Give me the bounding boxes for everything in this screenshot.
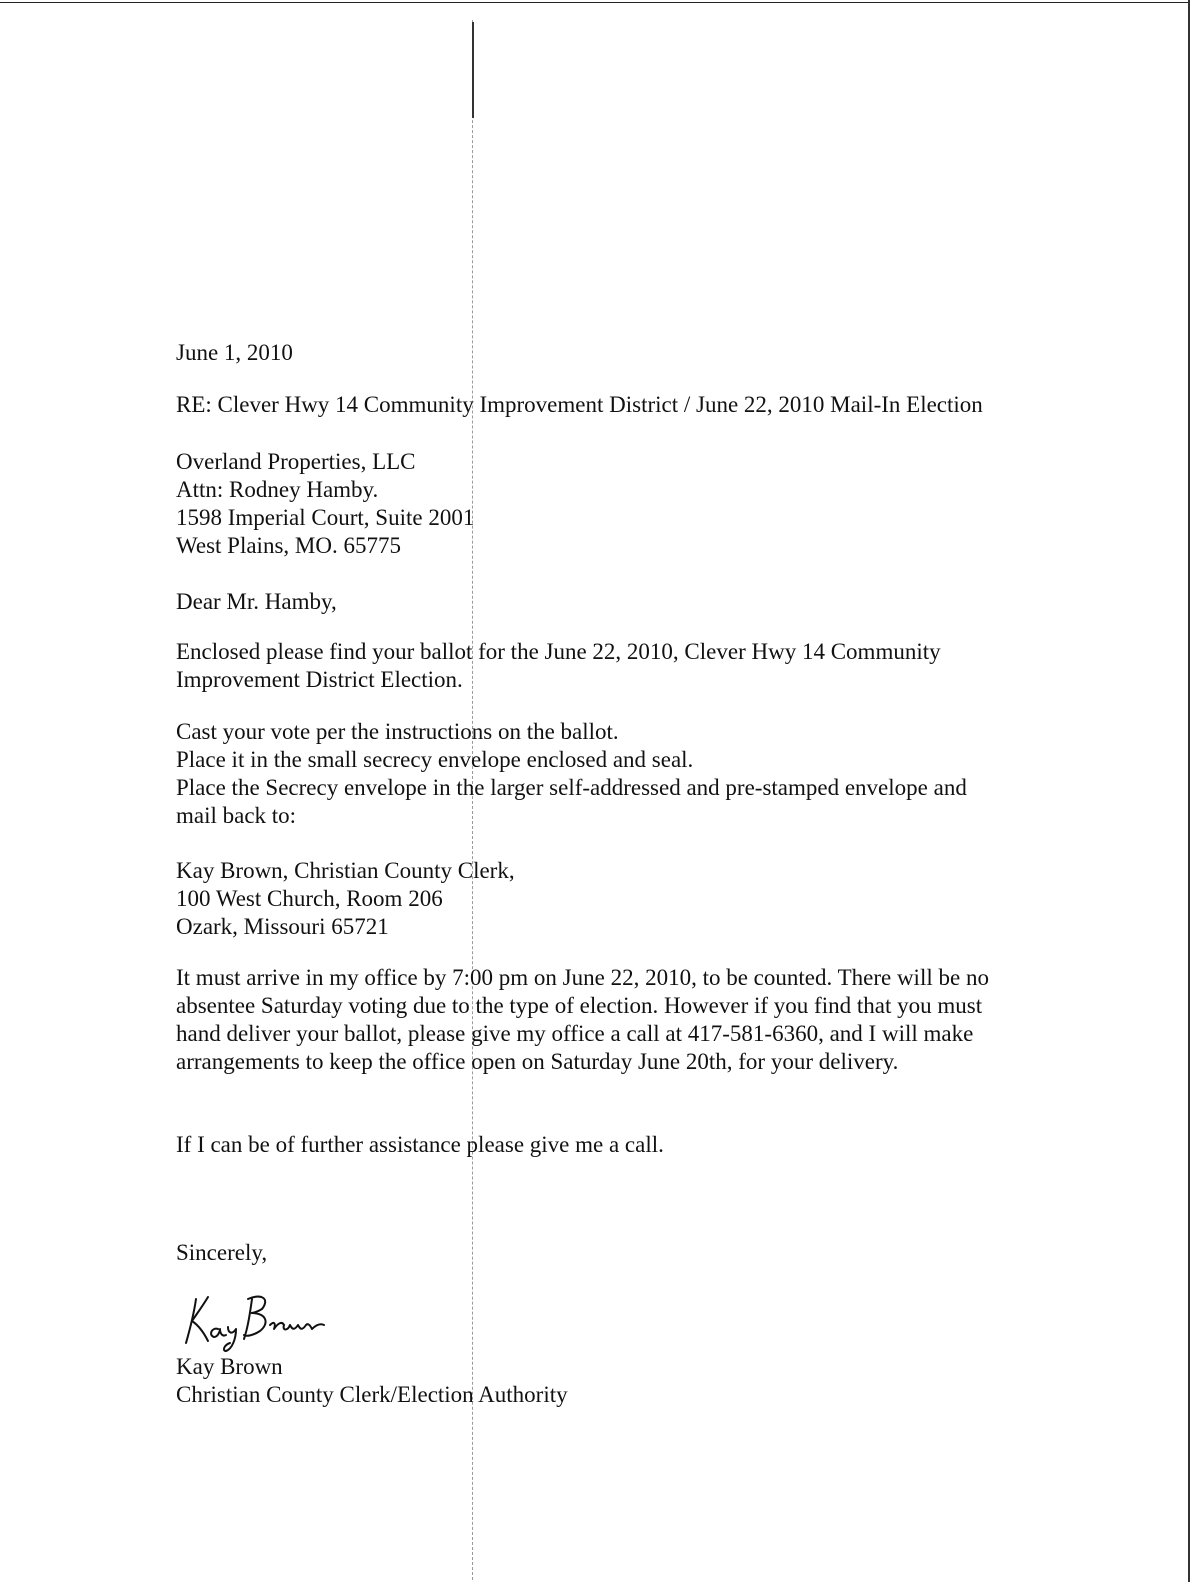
signature-block: [176, 1353, 568, 1409]
recipient-line: West Plains, MO. 65775: [176, 533, 401, 558]
letter-date: June 1, 2010: [176, 340, 293, 365]
instruction-line: Place it in the small secrecy envelope enclosed and seal.: [176, 747, 694, 772]
recipient-line: 1598 Imperial Court, Suite 2001: [176, 505, 475, 530]
paragraph-enclosed: [176, 638, 941, 694]
closing: Sincerely,: [176, 1240, 268, 1265]
instruction-line: mail back to:: [176, 803, 297, 828]
signer-title: Christian County Clerk/Election Authority: [176, 1382, 568, 1407]
signature: [178, 1285, 328, 1355]
paragraph-line: arrangements to keep the office open on Saturday June 20th, for your delivery.: [176, 1049, 899, 1074]
signer-name: Kay Brown: [176, 1354, 283, 1379]
scan-border-top: [0, 2, 1190, 3]
paragraph-line: hand deliver your ballot, please give my office a call at 417-581-6360, and I will make: [176, 1021, 974, 1046]
return-address-line: 100 West Church, Room 206: [176, 886, 443, 911]
salutation: Dear Mr. Hamby,: [176, 589, 337, 614]
recipient-line: Attn: Rodney Hamby.: [176, 477, 379, 502]
instructions: [176, 718, 967, 830]
paragraph-line: It must arrive in my office by 7:00 pm on June 22, 2010, to be counted. There will be no: [176, 965, 989, 990]
instruction-line: Place the Secrecy envelope in the larger self-addressed and pre-stamped envelope and: [176, 775, 967, 800]
scan-border-right: [1188, 0, 1190, 1582]
closing-line: If I can be of further assistance please give me a call.: [176, 1132, 664, 1157]
return-address-line: Kay Brown, Christian County Clerk,: [176, 858, 515, 883]
paragraph-line: Improvement District Election.: [176, 667, 463, 692]
paragraph-line: absentee Saturday voting due to the type of election. However if you find that you must: [176, 993, 983, 1018]
paragraph-deadline: [176, 964, 989, 1076]
fold-line-mark: [472, 22, 474, 118]
return-address-line: Ozark, Missouri 65721: [176, 914, 389, 939]
recipient-line: Overland Properties, LLC: [176, 449, 416, 474]
paragraph-line: Enclosed please find your ballot for the June 22, 2010, Clever Hwy 14 Community: [176, 639, 941, 664]
re-line: RE: Clever Hwy 14 Community Improvement District / June 22, 2010 Mail-In Election: [176, 392, 983, 417]
return-address: [176, 857, 515, 941]
recipient-address: [176, 448, 474, 560]
instruction-line: Cast your vote per the instructions on the ballot.: [176, 719, 619, 744]
